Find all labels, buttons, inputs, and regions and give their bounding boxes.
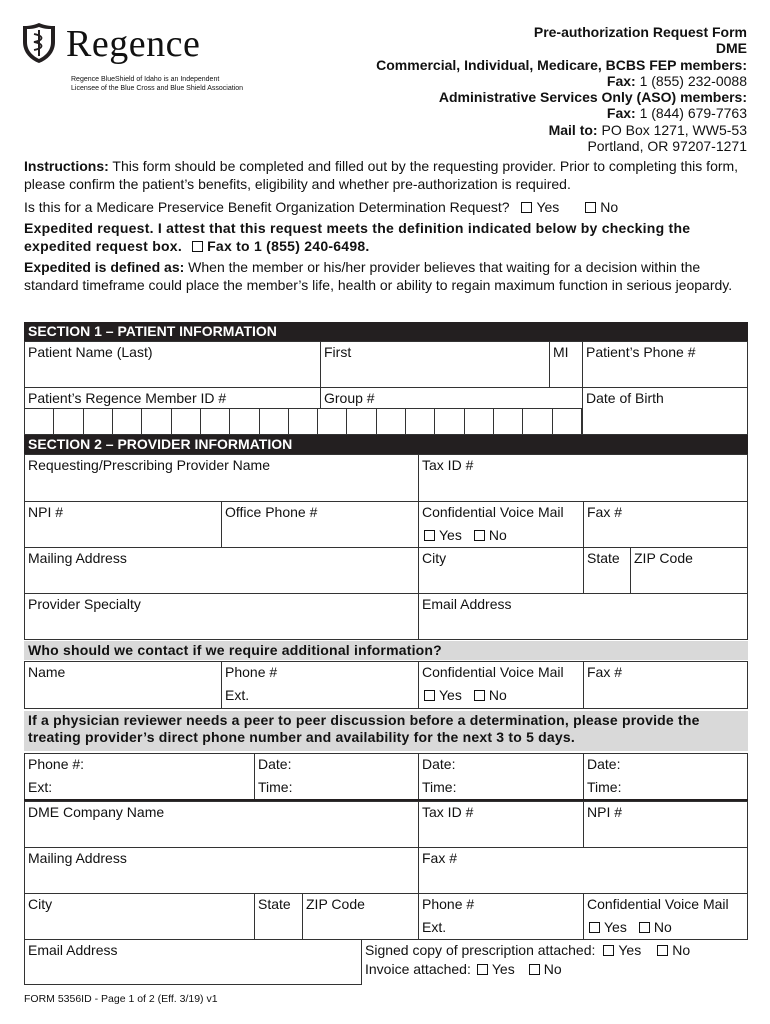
medicare-question: Is this for a Medicare Preservice Benefit Organization Determination Request? Yes No	[24, 199, 619, 215]
contact-confidential-vm: Confidential Voice Mail Yes No	[418, 661, 584, 709]
peer-phone-field[interactable]: Phone #: Ext:	[24, 753, 255, 801]
provider-tax-id-field[interactable]: Tax ID #	[418, 454, 748, 502]
instructions: Instructions: This form should be completed and filled out by the requesting provider. Prior to completing this form, please confirm the patient’s benefits, eligibility and whether pre-authorization is required.	[24, 158, 739, 192]
contact-header: Who should we contact if we require additional information?	[24, 641, 748, 660]
regence-logo-text: Regence	[66, 23, 201, 65]
provider-city-field[interactable]: City	[418, 547, 584, 594]
date-of-birth-field[interactable]: Date of Birth	[582, 387, 748, 435]
invoice-no-checkbox[interactable]	[529, 964, 540, 975]
patient-last-name-field[interactable]: Patient Name (Last)	[24, 341, 321, 388]
form-title: Pre-authorization Request Form	[533, 24, 747, 40]
form-header: Pre-authorization Request Form DME Commercial, Individual, Medicare, BCBS FEP members: Fax: 1 (855) 232-0088 Administrative Services Only (ASO) members: Fax: 1 (844) 679-7763 Mail to: PO Box 1271, WW5-53 Portland, OR 97207-1271	[376, 24, 747, 155]
fax-number-commercial: 1 (855) 232-0088	[635, 72, 747, 89]
medicare-yes-checkbox[interactable]	[521, 202, 532, 213]
contact-vm-yes-checkbox[interactable]	[424, 690, 435, 701]
dme-city-field[interactable]: City	[24, 893, 255, 940]
dme-zip-field[interactable]: ZIP Code	[302, 893, 419, 940]
fax-number-aso: 1 (844) 679-7763	[635, 105, 747, 122]
dme-fax-field[interactable]: Fax #	[418, 847, 748, 894]
provider-confidential-vm: Confidential Voice Mail Yes No	[418, 501, 584, 548]
invoice-yes-checkbox[interactable]	[477, 964, 488, 975]
form-footer: FORM 5356ID - Page 1 of 2 (Eff. 3/19) v1	[24, 993, 218, 1005]
patient-phone-field[interactable]: Patient’s Phone #	[582, 341, 748, 388]
dme-vm-yes-checkbox[interactable]	[589, 922, 600, 933]
dme-vm-no-checkbox[interactable]	[639, 922, 650, 933]
provider-mailing-address-field[interactable]: Mailing Address	[24, 547, 419, 594]
section1-header: SECTION 1 – PATIENT INFORMATION	[24, 322, 748, 341]
peer-availability-1[interactable]: Date: Time:	[254, 753, 419, 801]
dme-phone-field[interactable]: Phone # Ext.	[418, 893, 584, 940]
rx-attached-no-checkbox[interactable]	[657, 945, 668, 956]
provider-vm-yes-checkbox[interactable]	[424, 530, 435, 541]
licensee-note: Regence BlueShield of Idaho is an Independent Licensee of the Blue Cross and Blue Shield Association	[71, 76, 243, 92]
provider-fax-field[interactable]: Fax #	[583, 501, 748, 548]
member-id-digit-boxes[interactable]	[24, 408, 582, 435]
expedited-definition: Expedited is defined as: When the member or his/her provider believes that waiting for a decision within the standard timeframe could place the member’s life, health or ability to regain maximum function in serious jeopardy.	[24, 259, 733, 293]
peer-availability-2[interactable]: Date: Time:	[418, 753, 584, 801]
provider-email-field[interactable]: Email Address	[418, 593, 748, 640]
provider-zip-field[interactable]: ZIP Code	[630, 547, 748, 594]
provider-name-field[interactable]: Requesting/Prescribing Provider Name	[24, 454, 419, 502]
contact-fax-field[interactable]: Fax #	[583, 661, 748, 709]
form-subtitle: DME	[715, 40, 747, 57]
dme-confidential-vm: Confidential Voice Mail Yes No	[583, 893, 748, 940]
provider-vm-no-checkbox[interactable]	[474, 530, 485, 541]
dme-mailing-address-field[interactable]: Mailing Address	[24, 847, 419, 894]
provider-state-field[interactable]: State	[583, 547, 631, 594]
group-label: Group #	[320, 387, 583, 409]
contact-vm-no-checkbox[interactable]	[474, 690, 485, 701]
dme-npi-field[interactable]: NPI #	[583, 801, 748, 848]
office-phone-field[interactable]: Office Phone #	[221, 501, 419, 548]
attachments-block: Signed copy of prescription attached: Yes No Invoice attached: Yes No	[361, 939, 748, 985]
expedited-checkbox[interactable]	[192, 241, 203, 252]
patient-first-name-field[interactable]: First	[320, 341, 550, 388]
member-id-label: Patient’s Regence Member ID #	[24, 387, 321, 409]
contact-name-field[interactable]: Name	[24, 661, 222, 709]
peer-availability-3[interactable]: Date: Time:	[583, 753, 748, 801]
mail-city: Portland, OR 97207-1271	[587, 138, 747, 155]
expedited-request: Expedited request. I attest that this request meets the definition indicated below by checking the expedited request box. Fax to 1 (855) 240-6498.	[24, 220, 691, 254]
peer-to-peer-header: If a physician reviewer needs a peer to peer discussion before a determination, please provide the treating provider’s direct phone number and availability for the next 3 to 5 days.	[24, 711, 748, 751]
section2-header: SECTION 2 – PROVIDER INFORMATION	[24, 435, 748, 454]
dme-state-field[interactable]: State	[254, 893, 303, 940]
dme-company-name-field[interactable]: DME Company Name	[24, 801, 419, 848]
dme-tax-id-field[interactable]: Tax ID #	[418, 801, 584, 848]
dme-email-field[interactable]: Email Address	[24, 939, 362, 985]
rx-attached-yes-checkbox[interactable]	[603, 945, 614, 956]
provider-npi-field[interactable]: NPI #	[24, 501, 222, 548]
mail-address: PO Box 1271, WW5-53	[597, 121, 747, 138]
medicare-no-checkbox[interactable]	[585, 202, 596, 213]
regence-shield-logo-icon	[22, 22, 56, 64]
provider-specialty-field[interactable]: Provider Specialty	[24, 593, 419, 640]
contact-phone-field[interactable]: Phone # Ext.	[221, 661, 419, 709]
patient-mi-field[interactable]: MI	[549, 341, 583, 388]
